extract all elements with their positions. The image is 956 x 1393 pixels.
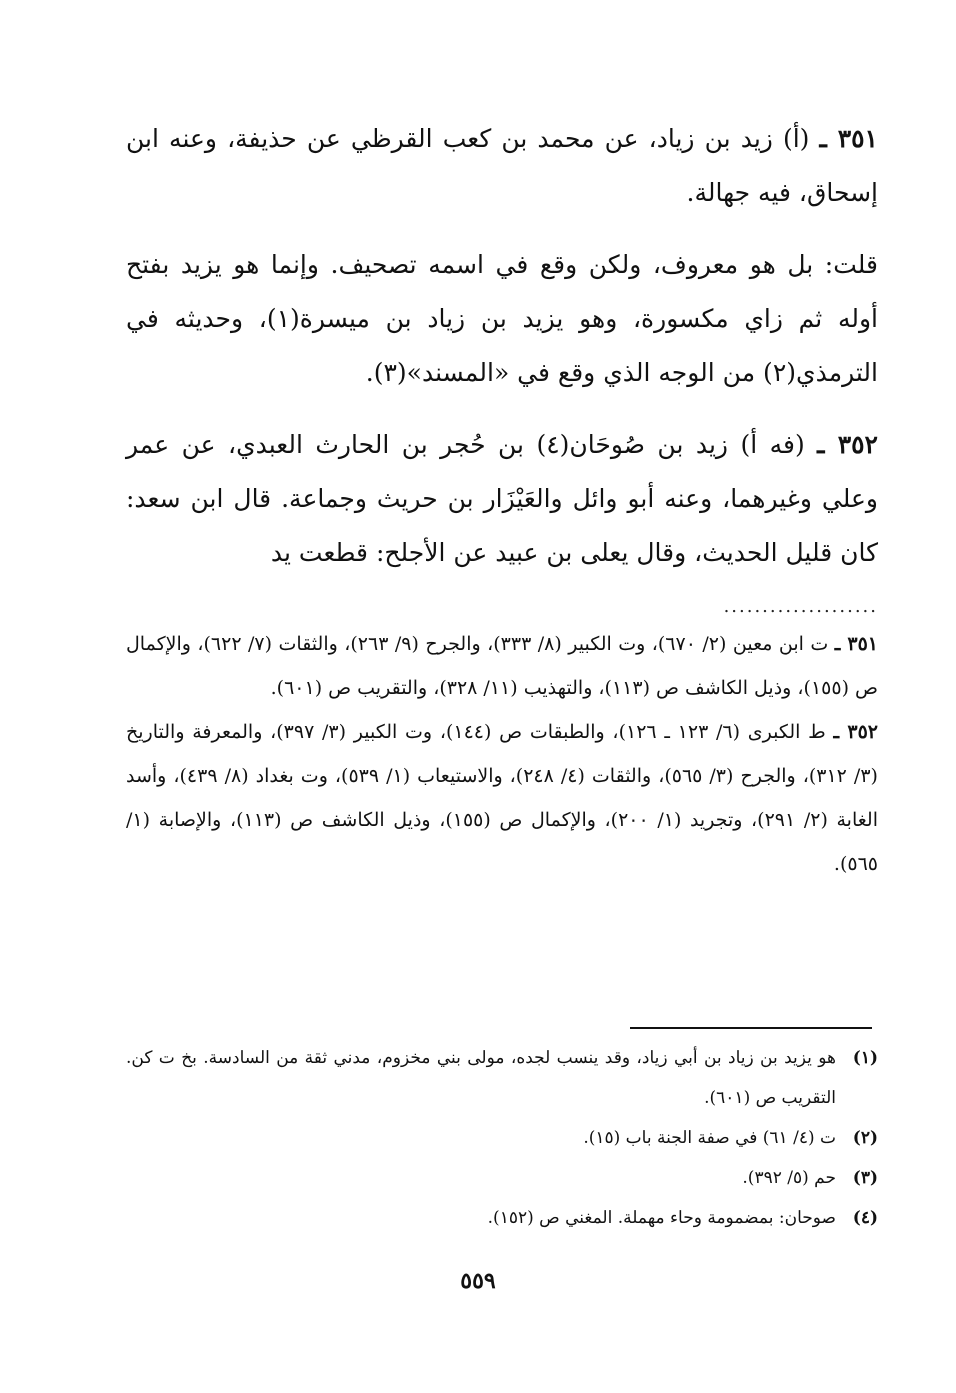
footnote-text: ت (٤/ ٦١) في صفة الجنة باب (١٥). (583, 1128, 836, 1148)
footnote-text: هو يزيد بن زياد بن أبي زياد، وقد ينسب لجده، مولى بني مخزوم، مدني ثقة من السادسة. بخ ت كن. التقريب ص (٦٠١). (126, 1048, 836, 1108)
sources-section (126, 622, 878, 886)
entry-351 (126, 112, 878, 220)
footnote (126, 1118, 878, 1158)
source-352 (126, 710, 878, 886)
footnote-rule (630, 1027, 872, 1029)
footnote (126, 1198, 878, 1238)
footnote-number: (٢) (852, 1128, 878, 1148)
footnote-number: (٤) (852, 1208, 878, 1228)
footnote (126, 1038, 878, 1118)
note-351 (126, 238, 878, 400)
source-351 (126, 622, 878, 710)
footnote-text: حم (٥/ ٣٩٢). (742, 1168, 836, 1188)
entry-text: (فه أ) زيد بن صُوحَان(٤) بن حُجر بن الحارث العبدي، عن عمر وعلي وغيرهما، وعنه أبو وائل والعَيْزَار بن حريث وجماعة. قال ابن سعد: كان قليل الحديث، وقال يعلى بن عبيد عن الأجلح: قطعت يد (126, 430, 878, 567)
footnote-number: (٣) (852, 1168, 878, 1188)
source-number: ٣٥١ ـ (834, 633, 878, 655)
entry-number: ٣٥١ ـ (819, 124, 878, 153)
page-number: ٥٥٩ (460, 1268, 496, 1294)
dotted-separator: .................... (723, 596, 878, 617)
source-text: ط الكبرى (٦/ ١٢٣ ـ ١٢٦)، والطبقات ص (١٤٤)، وت الكبير (٣/ ٣٩٧)، والمعرفة والتاريخ (٣/ ٣١٢)، والجرح (٣/ ٥٦٥)، والثقات (٤/ ٢٤٨)، والاستيعاب (١/ ٥٣٩)، وت بغداد (٨/ ٤٣٩)، وأسد الغابة (٢/ ٢٩١)، وتجريد (١/ ٢٠٠)، والإكمال ص (١٥٥)، وذيل الكاشف ص (١١٣)، والإصابة (١/ ٥٦٥). (126, 721, 878, 875)
entry-text: (أ) زيد بن زياد، عن محمد بن كعب القرظي عن حذيفة، وعنه ابن إسحاق، فيه جهالة. (126, 124, 878, 207)
footnote (126, 1158, 878, 1198)
main-text (126, 112, 878, 598)
entry-352 (126, 418, 878, 580)
source-number: ٣٥٢ ـ (833, 721, 878, 743)
entry-number: ٣٥٢ ـ (817, 430, 878, 459)
footnotes (126, 1038, 878, 1238)
source-text: ت ابن معين (٢/ ٦٧٠)، وت الكبير (٨/ ٣٣٣)، والجرح (٩/ ٢٦٣)، والثقات (٧/ ٦٢٢)، والإكمال ص (١٥٥)، وذيل الكاشف ص (١١٣)، والتهذيب (١١/ ٣٢٨)، والتقريب ص (٦٠١). (126, 633, 878, 699)
footnote-number: (١) (852, 1048, 878, 1068)
footnote-text: صوحان: بمضمومة وحاء مهملة. المغني ص (١٥٢). (487, 1208, 836, 1228)
note-text: قلت: بل هو معروف، ولكن وقع في اسمه تصحيف. وإنما هو يزيد بفتح أوله ثم زاي مكسورة، وهو يزيد بن زياد بن ميسرة(١)، وحديثه في الترمذي(٢) من الوجه الذي وقع في «المسند»(٣). (126, 250, 879, 387)
